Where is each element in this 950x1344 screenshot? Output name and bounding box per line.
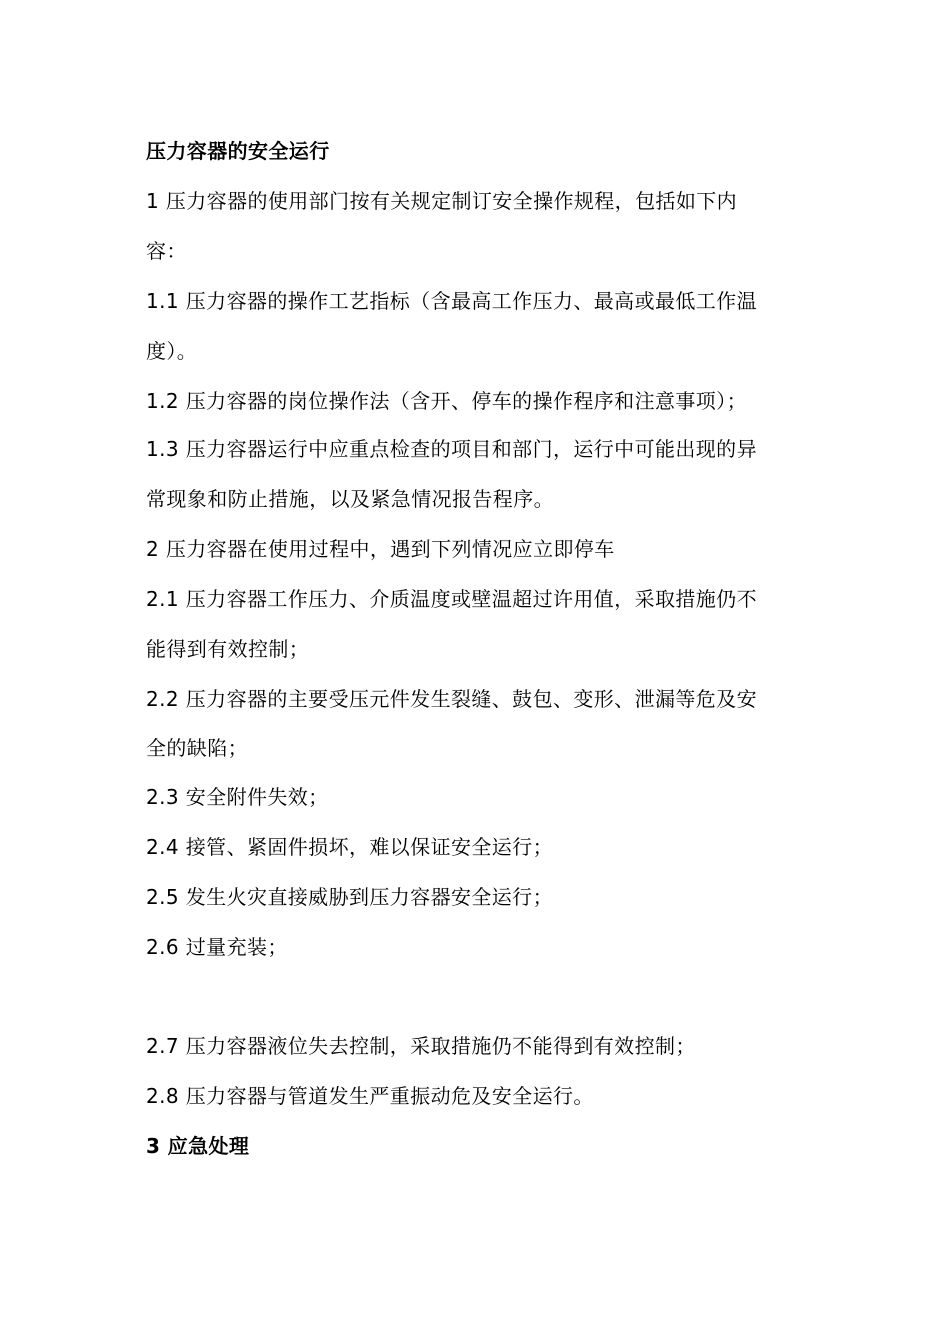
paragraph-line: 2.5 发生火灾直接威胁到压力容器安全运行； (146, 885, 553, 909)
paragraph-line: 全的缺陷； (146, 736, 248, 760)
paragraph-line: 2.4 接管、紧固件损坏，难以保证安全运行； (146, 835, 553, 859)
paragraph-line: 度）。 (146, 339, 198, 363)
paragraph-line: 2 压力容器在使用过程中，遇到下列情况应立即停车 (146, 537, 615, 561)
paragraph-line: 1.1 压力容器的操作工艺指标（含最高工作压力、最高或最低工作温 (146, 289, 757, 313)
paragraph-line: 2.2 压力容器的主要受压元件发生裂缝、鼓包、变形、泄漏等危及安 (146, 687, 757, 711)
paragraph-line: 常现象和防止措施，以及紧急情况报告程序。 (146, 487, 554, 511)
page-title: 压力容器的安全运行 (146, 139, 330, 163)
paragraph-line: 2.8 压力容器与管道发生严重振动危及安全运行。 (146, 1084, 594, 1108)
paragraph-line: 2.3 安全附件失效； (146, 785, 329, 809)
paragraph-line: 1.2 压力容器的岗位操作法（含开、停车的操作程序和注意事项）； (146, 389, 747, 413)
paragraph-line: 能得到有效控制； (146, 637, 310, 661)
paragraph-line: 容： (146, 239, 187, 263)
paragraph-line: 1 压力容器的使用部门按有关规定制订安全操作规程，包括如下内 (146, 189, 738, 213)
section-heading: 3 应急处理 (146, 1134, 250, 1158)
paragraph-line: 2.6 过量充装； (146, 935, 288, 959)
paragraph-line: 1.3 压力容器运行中应重点检查的项目和部门，运行中可能出现的异 (146, 437, 757, 461)
paragraph-line: 2.1 压力容器工作压力、介质温度或壁温超过许用值，采取措施仍不 (146, 587, 757, 611)
paragraph-line: 2.7 压力容器液位失去控制，采取措施仍不能得到有效控制； (146, 1034, 696, 1058)
